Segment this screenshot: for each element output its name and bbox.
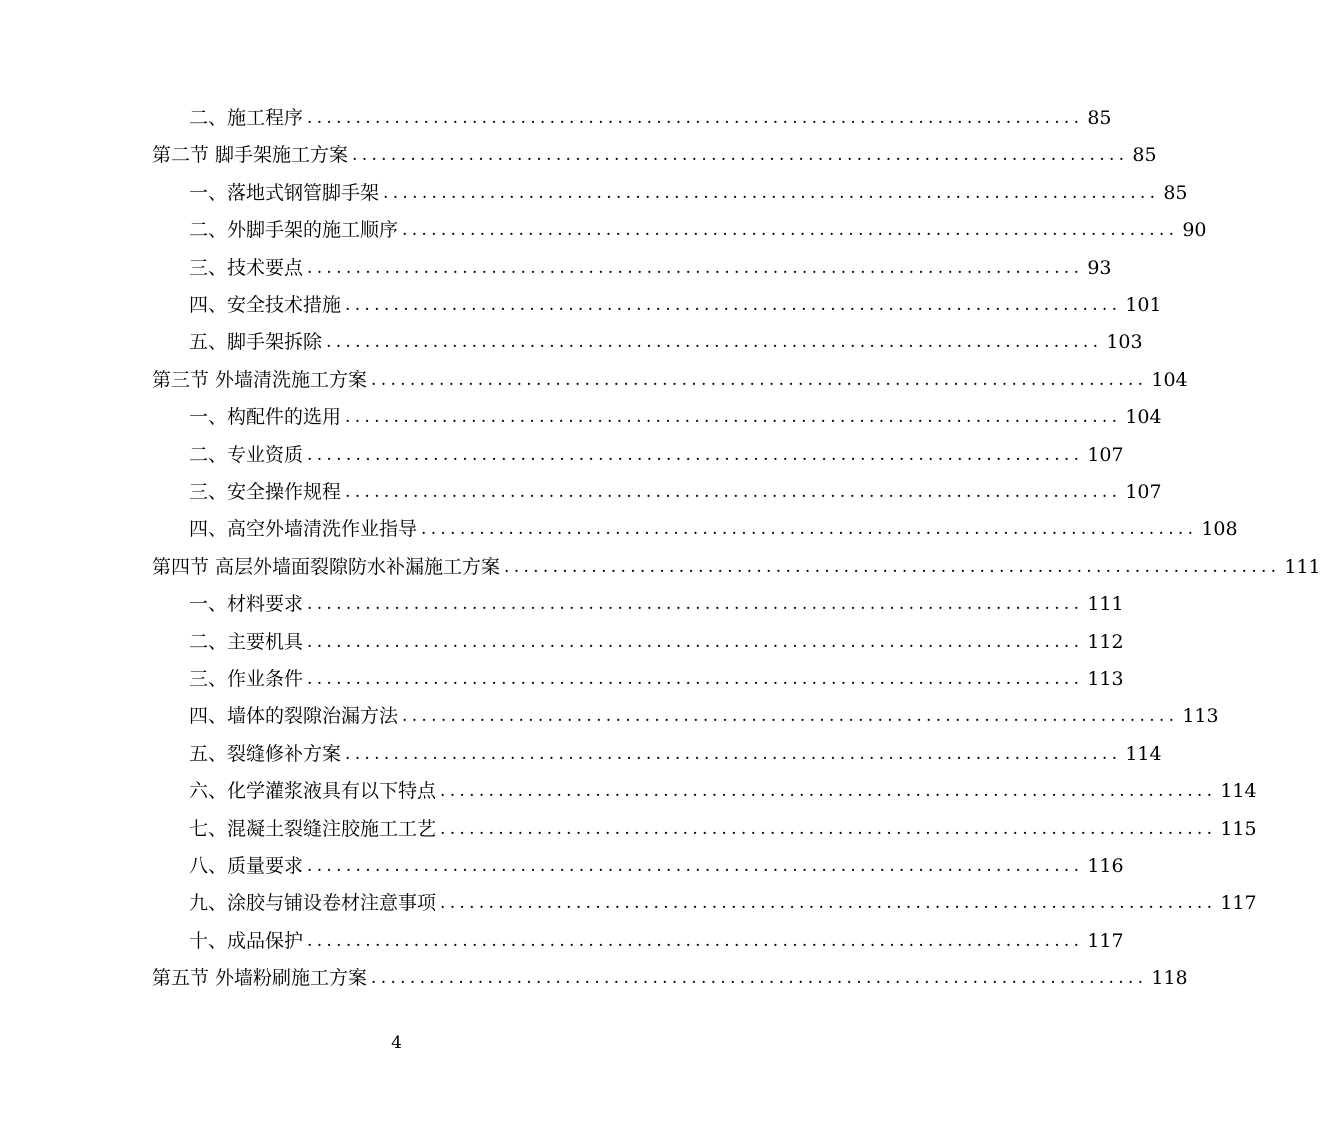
toc-entry-title: 五、裂缝修补方案 [189,742,342,765]
toc-entry[interactable] [189,399,1162,436]
toc-entry-page: 114 [1125,742,1162,765]
toc-entry[interactable] [152,362,1188,399]
toc-entry-page: 104 [1151,368,1188,391]
toc-entry-page: 107 [1087,443,1124,466]
toc-entry-page: 104 [1125,406,1162,429]
toc-entry-page: 108 [1201,518,1238,541]
toc-entry-title: 二、专业资质 [189,443,304,466]
toc-entry-page: 112 [1087,630,1124,653]
toc-entry[interactable] [189,661,1124,698]
toc-entry[interactable] [189,437,1124,474]
toc-leader-dots: ................................................................................ [345,482,1122,502]
toc-leader-dots: ................................................................................ [307,108,1084,128]
toc-leader-dots: ................................................................................ [326,332,1103,353]
toc-entry-page: 115 [1220,817,1257,840]
toc-leader-dots: ................................................................................ [307,631,1084,652]
toc-entry-page: 85 [1132,144,1157,167]
toc-leader-dots: ................................................................................ [402,220,1179,241]
toc-entry-title: 六、化学灌浆液具有以下特点 [189,780,437,803]
toc-leader-dots: ................................................................................ [345,407,1122,428]
toc-entry-page: 117 [1087,929,1124,952]
toc-entry[interactable] [189,250,1112,287]
toc-entry-title: 第三节 外墙清洗施工方案 [152,368,368,391]
toc-entry-title: 九、涂胶与铺设卷材注意事项 [189,892,437,915]
toc-leader-dots: ................................................................................ [307,930,1084,951]
toc-entry[interactable] [189,773,1257,810]
toc-entry[interactable] [189,848,1124,885]
toc-entry[interactable] [189,624,1124,661]
toc-entry-title: 三、作业条件 [189,668,304,690]
toc-entry-page: 103 [1106,331,1143,354]
toc-leader-dots: ................................................................................ [440,893,1217,914]
toc-entry-title: 二、主要机具 [189,630,304,653]
toc-entry[interactable] [189,586,1124,623]
toc-entry-page: 85 [1163,181,1188,204]
toc-entry[interactable] [189,885,1257,922]
page-number: 4 [391,1033,402,1053]
toc-entry-page: 85 [1087,107,1112,129]
toc-entry-title: 四、安全技术措施 [189,294,342,316]
toc-leader-dots: ................................................................................ [383,182,1160,203]
toc-entry-page: 101 [1125,294,1162,316]
toc-leader-dots: ................................................................................ [307,444,1084,465]
toc-leader-dots: ................................................................................ [307,594,1084,615]
toc-entry-page: 93 [1087,256,1112,279]
toc-entry[interactable] [189,212,1207,249]
toc-entry-page: 117 [1220,892,1257,915]
toc-entry[interactable] [189,100,1112,137]
toc-entry[interactable] [189,511,1238,548]
toc-leader-dots: ................................................................................ [352,145,1129,166]
toc-entry[interactable] [189,923,1124,960]
toc-entry-title: 二、施工程序 [189,107,304,129]
toc-leader-dots: ................................................................................ [307,257,1084,278]
toc-entry[interactable] [152,960,1188,997]
toc-entry-title: 四、墙体的裂隙治漏方法 [189,705,399,728]
toc-entry-title: 一、构配件的选用 [189,406,342,429]
toc-entry-title: 七、混凝土裂缝注胶施工工艺 [189,817,437,840]
toc-entry-title: 一、落地式钢管脚手架 [189,181,380,204]
toc-entry-title: 第二节 脚手架施工方案 [152,144,349,167]
toc-entry-title: 十、成品保护 [189,929,304,952]
toc-entry-page: 113 [1087,668,1124,690]
toc-leader-dots: ................................................................................ [371,369,1148,390]
toc-entry[interactable] [189,175,1188,212]
toc-entry[interactable] [189,324,1143,361]
toc-leader-dots: ................................................................................ [421,519,1198,540]
toc-leader-dots: ................................................................................ [345,295,1122,315]
toc-leader-dots: ................................................................................ [440,781,1217,802]
toc-entry-title: 五、脚手架拆除 [189,331,323,354]
toc-entry-title: 八、质量要求 [189,855,304,877]
toc-leader-dots: ................................................................................ [504,556,1281,577]
toc-entry-page: 111 [1284,555,1321,578]
toc-entry-title: 第五节 外墙粉刷施工方案 [152,967,368,990]
toc-entry-page: 116 [1087,855,1124,877]
toc-entry-page: 113 [1182,705,1219,728]
toc-entry[interactable] [189,287,1162,324]
toc-entry[interactable] [189,736,1162,773]
toc-leader-dots: ................................................................................ [345,743,1122,764]
toc-leader-dots: ................................................................................ [402,706,1179,727]
toc-entry-page: 90 [1182,219,1207,242]
toc-entry-title: 三、技术要点 [189,256,304,279]
toc-entry[interactable] [189,811,1257,848]
toc-leader-dots: ................................................................................ [371,968,1148,989]
toc-entry-title: 第四节 高层外墙面裂隙防水补漏施工方案 [152,555,501,578]
toc-entry-title: 一、材料要求 [189,593,304,616]
toc-entry-title: 四、高空外墙清洗作业指导 [189,518,418,541]
toc-entry-page: 107 [1125,481,1162,503]
toc-entry[interactable] [152,137,1157,174]
toc-leader-dots: ................................................................................ [440,818,1217,839]
toc-entry-page: 111 [1087,593,1124,616]
toc-entry-page: 114 [1220,780,1257,803]
toc-entry[interactable] [189,474,1162,511]
toc-leader-dots: ................................................................................ [307,669,1084,689]
toc-entry[interactable] [189,698,1219,735]
toc-entry-title: 二、外脚手架的施工顺序 [189,219,399,242]
toc-entry-title: 三、安全操作规程 [189,481,342,503]
toc-leader-dots: ................................................................................ [307,856,1084,876]
toc-entry[interactable] [152,549,1321,586]
toc-entry-page: 118 [1151,967,1188,990]
